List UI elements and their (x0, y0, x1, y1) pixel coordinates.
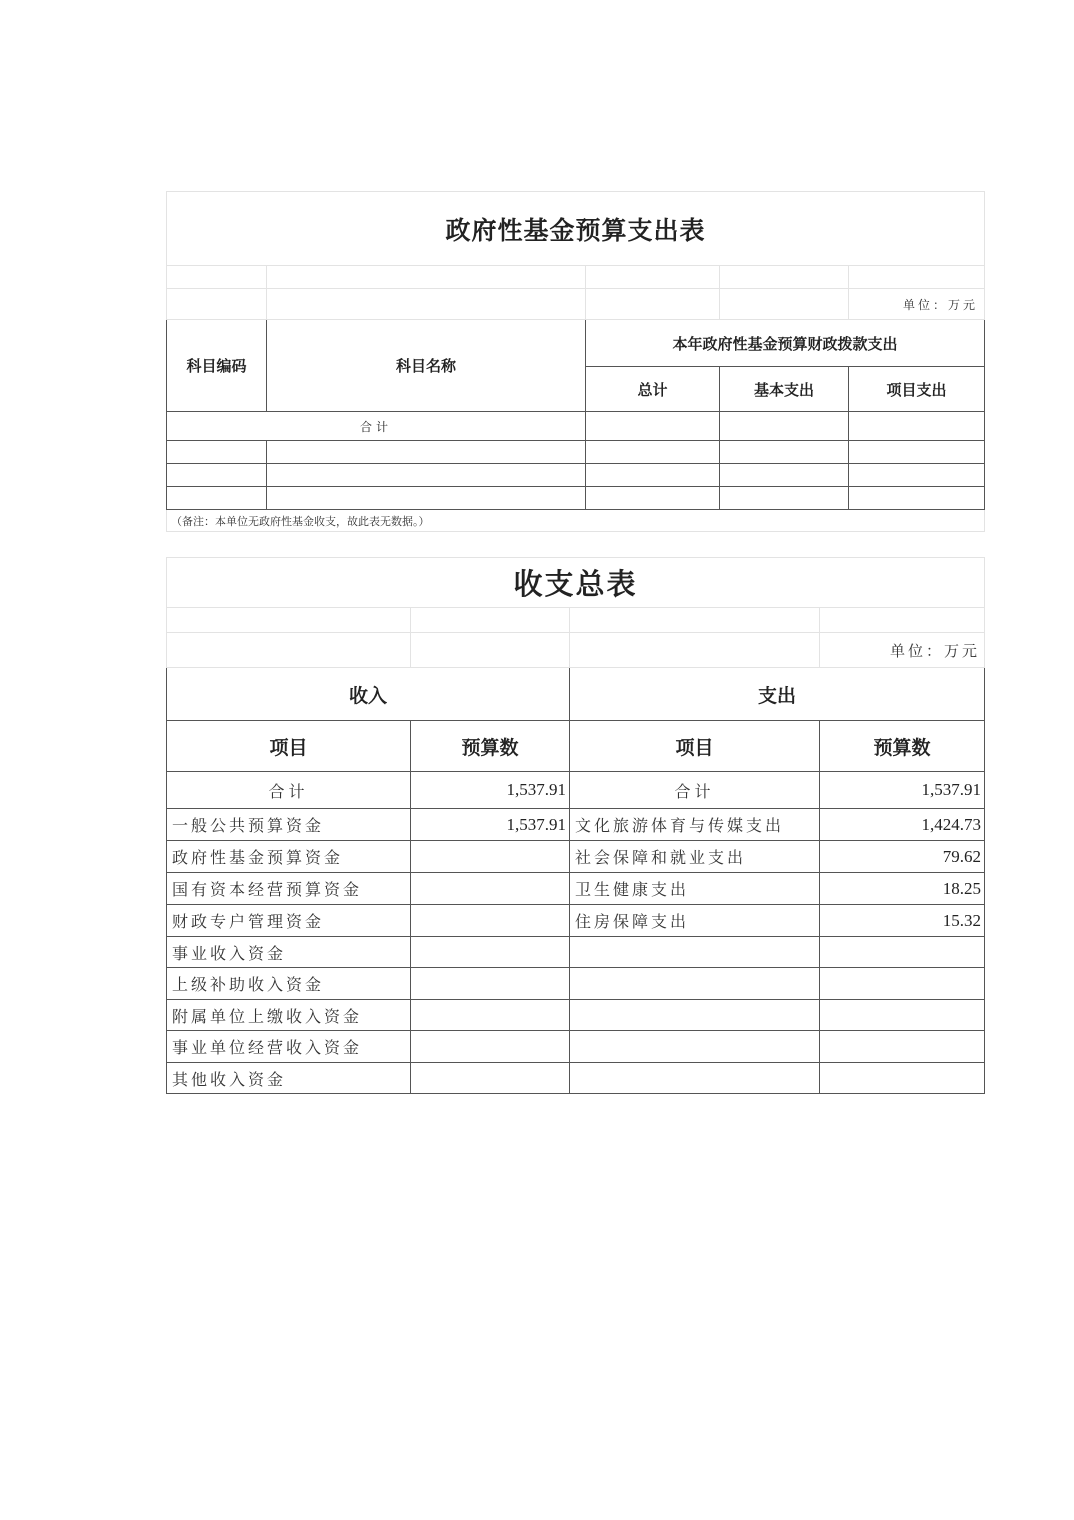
fund-table-title: 政府性基金预算支出表 (167, 192, 985, 266)
expense-item: 卫生健康支出 (570, 873, 820, 905)
expense-item: 社会保障和就业支出 (570, 841, 820, 873)
expense-header: 支出 (570, 668, 985, 721)
expense-item (570, 1063, 820, 1094)
income-item: 财政专户管理资金 (167, 905, 411, 937)
table-row (167, 441, 985, 464)
fund-table-unit: 单位：万元 (849, 289, 985, 320)
header-group: 本年政府性基金预算财政拨款支出 (586, 320, 985, 367)
expense-value (820, 968, 985, 1000)
total-row (167, 772, 985, 809)
fund-budget-table (166, 191, 985, 532)
fund-table-note: （备注：本单位无政府性基金收支，故此表无数据。） (167, 510, 985, 532)
income-budget-header: 预算数 (411, 721, 570, 772)
table-row (167, 937, 985, 968)
fund-total-label: 合计 (167, 412, 586, 441)
income-value (411, 905, 570, 937)
expense-item (570, 937, 820, 968)
expense-item: 文化旅游体育与传媒支出 (570, 809, 820, 841)
income-value (411, 1063, 570, 1094)
income-item: 附属单位上缴收入资金 (167, 1000, 411, 1031)
income-value (411, 1031, 570, 1063)
header-name: 科目名称 (267, 320, 586, 412)
income-total-value: 1,537.91 (411, 772, 570, 809)
income-total-label: 合计 (167, 772, 411, 809)
income-value (411, 841, 570, 873)
expense-total-value: 1,537.91 (820, 772, 985, 809)
income-value (411, 937, 570, 968)
income-header: 收入 (167, 668, 570, 721)
expense-item (570, 1031, 820, 1063)
summary-table-title: 收支总表 (167, 558, 985, 608)
income-value (411, 968, 570, 1000)
expense-value (820, 937, 985, 968)
income-value (411, 873, 570, 905)
income-item: 国有资本经营预算资金 (167, 873, 411, 905)
header-basic: 基本支出 (720, 367, 849, 412)
income-expense-summary-table (166, 557, 985, 1094)
expense-item-header: 项目 (570, 721, 820, 772)
expense-item (570, 1000, 820, 1031)
table-row (167, 873, 985, 905)
table-row (167, 809, 985, 841)
expense-budget-header: 预算数 (820, 721, 985, 772)
table-row (167, 487, 985, 510)
income-item: 上级补助收入资金 (167, 968, 411, 1000)
table-row (167, 1000, 985, 1031)
header-code: 科目编码 (167, 320, 267, 412)
expense-value: 1,424.73 (820, 809, 985, 841)
table-row (167, 905, 985, 937)
expense-item: 住房保障支出 (570, 905, 820, 937)
income-item: 事业单位经营收入资金 (167, 1031, 411, 1063)
table-row (167, 464, 985, 487)
expense-value (820, 1000, 985, 1031)
expense-value: 15.32 (820, 905, 985, 937)
income-item-header: 项目 (167, 721, 411, 772)
expense-item (570, 968, 820, 1000)
table-row (167, 1031, 985, 1063)
expense-total-label: 合计 (570, 772, 820, 809)
expense-value (820, 1031, 985, 1063)
income-item: 其他收入资金 (167, 1063, 411, 1094)
table-row (167, 968, 985, 1000)
table-row (167, 841, 985, 873)
expense-value: 79.62 (820, 841, 985, 873)
income-item: 政府性基金预算资金 (167, 841, 411, 873)
summary-table-unit: 单位：万元 (820, 633, 985, 668)
expense-value (820, 1063, 985, 1094)
header-project: 项目支出 (849, 367, 985, 412)
header-total: 总计 (586, 367, 720, 412)
income-value (411, 1000, 570, 1031)
income-item: 事业收入资金 (167, 937, 411, 968)
table-row (167, 1063, 985, 1094)
income-item: 一般公共预算资金 (167, 809, 411, 841)
expense-value: 18.25 (820, 873, 985, 905)
income-value: 1,537.91 (411, 809, 570, 841)
